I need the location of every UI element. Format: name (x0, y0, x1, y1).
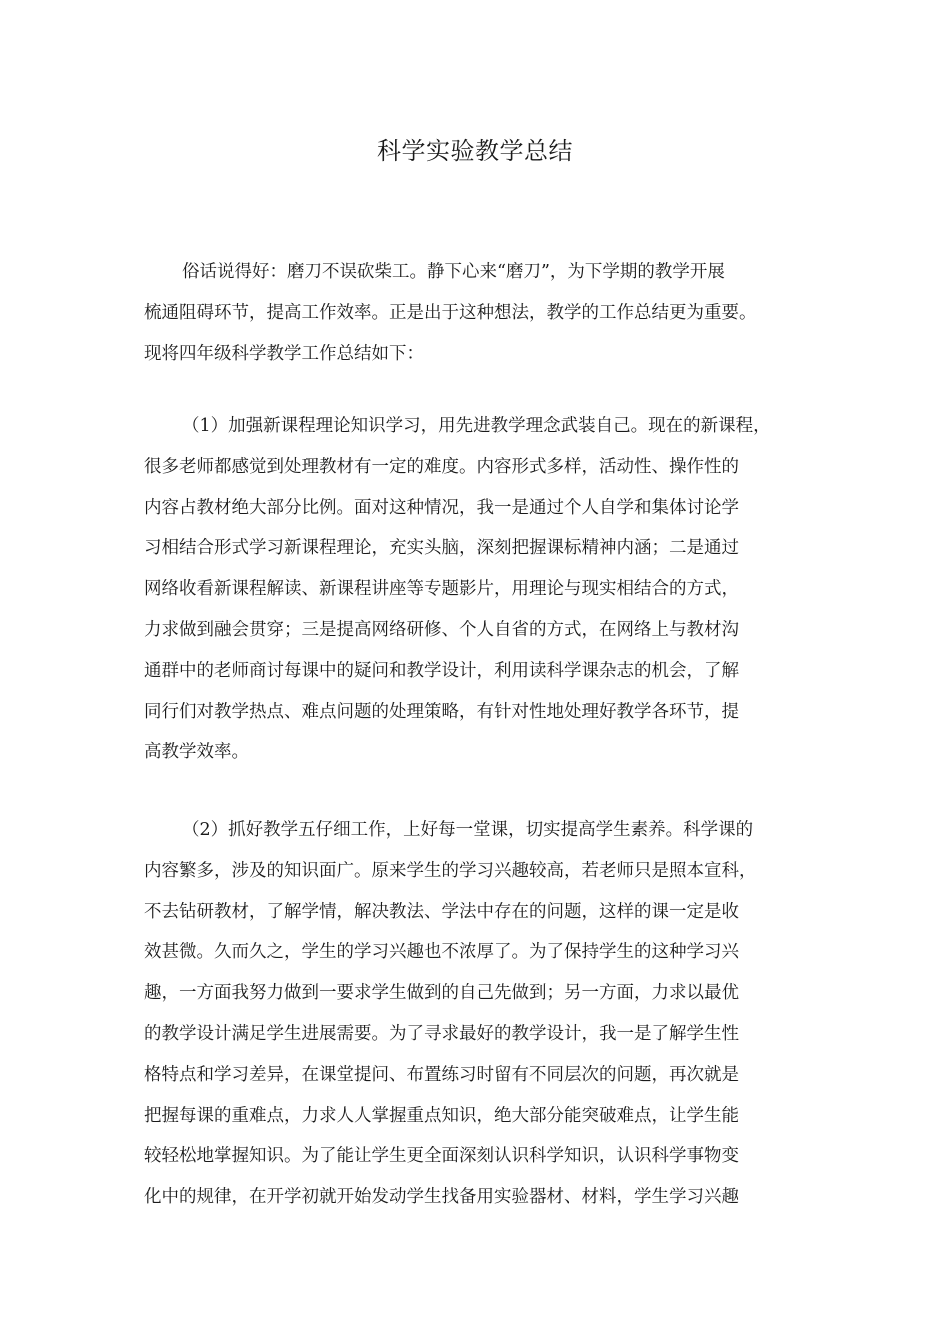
paragraph-line: 习相结合形式学习新课程理论，充实头脑，深刻把握课标精神内涵；二是通过 (144, 538, 739, 559)
paragraph-line: 格特点和学习差异，在课堂提问、布置练习时留有不同层次的问题，再次就是 (144, 1064, 739, 1085)
paragraph-line: 力求做到融会贯穿；三是提高网络研修、个人自省的方式，在网络上与教材沟 (144, 619, 739, 640)
paragraph-line: 网络收看新课程解读、新课程讲座等专题影片，用理论与现实相结合的方式， (144, 579, 739, 600)
paragraph-line: 趣，一方面我努力做到一要求学生做到的自己先做到；另一方面，力求以最优 (144, 983, 739, 1004)
paragraph-line: （1）加强新课程理论知识学习，用先进教学理念武装自己。现在的新课程， (182, 416, 771, 436)
paragraph-line: 同行们对教学热点、难点问题的处理策略，有针对性地处理好教学各环节，提 (144, 701, 739, 722)
paragraph-line: （2）抓好教学五仔细工作，上好每一堂课，切实提高学生素养。科学课的 (182, 820, 754, 840)
paragraph-line: 内容占教材绝大部分比例。面对这种情况，我一是通过个人自学和集体讨论学 (144, 497, 739, 518)
paragraph-intro (144, 252, 824, 374)
paragraph-section-1 (144, 406, 824, 773)
paragraph-line: 的教学设计满足学生进展需要。为了寻求最好的教学设计，我一是了解学生性 (144, 1023, 739, 1044)
document-title: 科学实验教学总结 (377, 137, 573, 165)
paragraph-line: 不去钻研教材，了解学情，解决教法、学法中存在的问题，这样的课一定是收 (144, 901, 739, 922)
paragraph-line: 效甚微。久而久之，学生的学习兴趣也不浓厚了。为了保持学生的这种学习兴 (144, 942, 739, 963)
paragraph-line: 现将四年级科学教学工作总结如下： (144, 343, 424, 364)
paragraph-line: 高教学效率。 (144, 742, 249, 763)
paragraph-section-2 (144, 810, 824, 1218)
paragraph-line: 化中的规律，在开学初就开始发动学生找备用实验器材、材料，学生学习兴趣 (144, 1187, 739, 1208)
paragraph-line: 通群中的老师商讨每课中的疑问和教学设计，利用读科学课杂志的机会，了解 (144, 660, 739, 681)
paragraph-line: 俗话说得好：磨刀不误砍柴工。静下心来“磨刀”，为下学期的教学开展 (182, 262, 725, 282)
paragraph-line: 把握每课的重难点，力求人人掌握重点知识，绝大部分能突破难点，让学生能 (144, 1105, 739, 1126)
paragraph-line: 内容繁多，涉及的知识面广。原来学生的学习兴趣较高，若老师只是照本宣科， (144, 860, 757, 881)
paragraph-line: 梳通阻碍环节，提高工作效率。正是出于这种想法，教学的工作总结更为重要。 (144, 302, 757, 323)
paragraph-line: 较轻松地掌握知识。为了能让学生更全面深刻认识科学知识，认识科学事物变 (144, 1146, 739, 1167)
paragraph-line: 很多老师都感觉到处理教材有一定的难度。内容形式多样，活动性、操作性的 (144, 456, 739, 477)
